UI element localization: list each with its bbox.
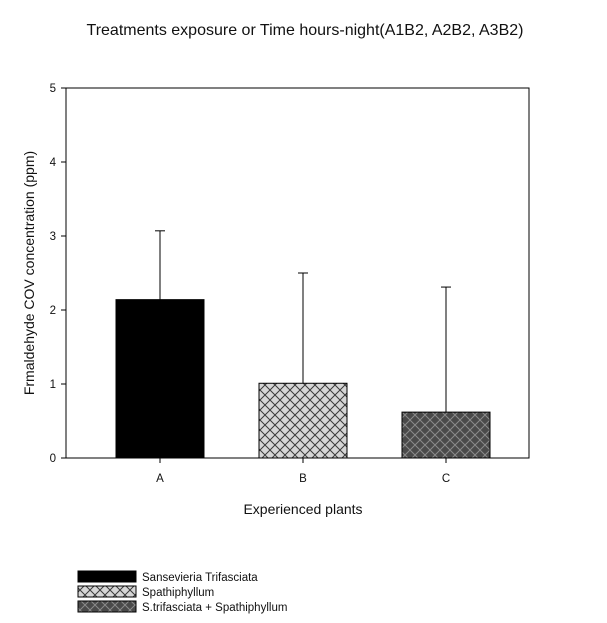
legend-label: S.trifasciata + Spathiphyllum [142, 602, 288, 614]
y-tick-label: 4 [49, 157, 56, 169]
y-tick-label: 0 [49, 453, 56, 465]
chart-title: Treatments exposure or Time hours-night(A1B2, A2B2, A3B2) [86, 22, 524, 39]
legend-label: Spathiphyllum [142, 587, 215, 599]
x-tick-label: C [441, 473, 451, 485]
x-tick-label: B [299, 473, 307, 485]
legend-label: Sansevieria Trifasciata [142, 572, 258, 584]
bar-B [259, 383, 347, 458]
x-tick-label: A [156, 473, 164, 485]
y-axis [50, 83, 66, 465]
y-tick-label: 2 [49, 305, 56, 317]
legend [78, 571, 287, 614]
y-tick-label: 5 [49, 83, 56, 95]
x-axis [156, 458, 450, 485]
y-tick-label: 3 [49, 231, 56, 243]
bars-group [116, 231, 490, 458]
legend-swatch [78, 571, 136, 582]
y-tick-label: 1 [49, 379, 56, 391]
bar-C [402, 412, 490, 458]
bar-A [116, 300, 204, 458]
x-axis-label: Experienced plants [243, 501, 363, 517]
y-axis-label: Frmaldehyde COV concentration (ppm) [21, 150, 37, 396]
legend-swatch [78, 586, 136, 597]
legend-swatch [78, 601, 136, 612]
